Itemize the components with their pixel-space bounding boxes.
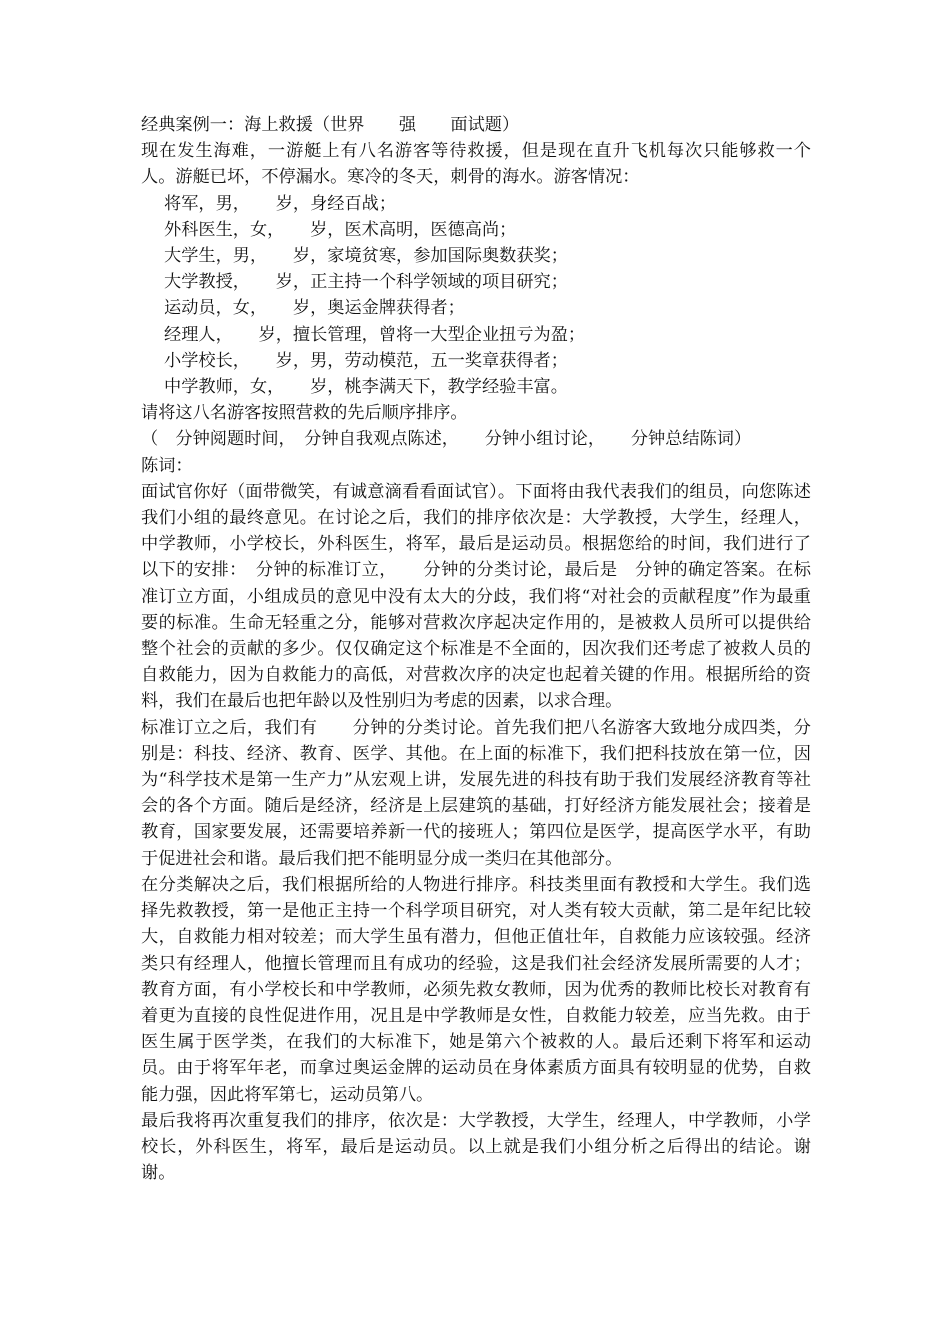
document-title: 经典案例一：海上救援（世界 强 面试题） [141,115,520,135]
document-body [141,112,811,1186]
statement-paragraph: 标准订立之后，我们有 分钟的分类讨论。首先我们把八名游客大致地分成四类，分别是：科技、经济、教育、医学、其他。在上面的标准下，我们把科技放在第一位，因为“科学技术是第一生产力”从宏观上讲，发展先进的科技有助于我们发展经济教育等社会的各个方面。随后是经济，经济是上层建筑的基础，打好经济方能发展社会；接着是教育，国家要发展，还需要培养新一代的接班人；第四位是医学，提高医学水平，有助于促进社会和谐。最后我们把不能明显分成一类归在其他部分。 [141,717,811,869]
intro-paragraph: 现在发生海难，一游艇上有八名游客等待救援，但是现在直升飞机每次只能够救一个人。游艇已坏，不停漏水。寒冷的冬天，刺骨的海水。游客情况： [141,141,811,188]
passenger-teacher: 中学教师，女， 岁，桃李满天下，教学经验丰富。 [164,377,568,398]
passenger-principal: 小学校长， 岁，男，劳动模范，五一奖章获得者； [164,350,568,371]
statement-paragraph: 在分类解决之后，我们根据所给的人物进行排序。科技类里面有教授和大学生。我们选择先救教授，第一是他正主持一个科学项目研究，对人类有较大贡献，第二是年纪比较大，自救能力相对较差；而大学生虽有潜力，但他正值壮年，自救能力应该较强。经济类只有经理人，他擅长管理而且有成功的经验，这是我们社会经济发展所需要的人才；教育方面，有小学校长和中学教师，必须先救女教师，因为优秀的教师比校长对教育有着更为直接的良性促进作用，况且是中学教师是女性，自救能力较差，应当先救。由于医生属于医学类，在我们的大标准下，她是第六个被救的人。最后还剩下将军和运动员。由于将军年老，而拿过奥运金牌的运动员在身体素质方面具有较明显的优势，自救能力强，因此将军第七，运动员第八。 [141,874,811,1105]
passenger-general: 将军，男， 岁，身经百战； [164,193,397,214]
passenger-surgeon: 外科医生，女， 岁，医术高明，医德高尚； [164,219,517,240]
passenger-manager: 经理人， 岁，擅长管理，曾将一大型企业扭亏为盈； [164,324,586,345]
passenger-student: 大学生，男， 岁，家境贫寒，参加国际奥数获奖； [164,246,568,267]
statement-label: 陈词： [141,455,193,476]
timing-line: （ 分钟阅题时间， 分钟自我观点陈述， 分钟小组讨论， 分钟总结陈词） [141,429,752,450]
question-line: 请将这八名游客按照营救的先后顺序排序。 [141,403,468,424]
statement-paragraph: 面试官你好（面带微笑，有诚意滴看看面试官）。下面将由我代表我们的组员，向您陈述我们小组的最终意见。在讨论之后，我们的排序依次是：大学教授，大学生，经理人，中学教师，小学校长，外科医生，将军，最后是运动员。根据您给的时间，我们进行了以下的安排： 分钟的标准订立， 分钟的分类讨论，最后是 分钟的确定答案。在标准订立方面，小组成员的意见中没有太大的分歧，我们将“对社会的贡献程度”作为最重要的标准。生命无轻重之分，能够对营救次序起决定作用的，是被救人员所可以提供给整个社会的贡献的多少。仅仅确定这个标准是不全面的，因次我们还考虑了被救人员的自救能力，因为自救能力的高低，对营救次序的决定也起着关键的作用。根据所给的资料，我们在最后也把年龄以及性别归为考虑的因素，以求合理。 [141,481,811,712]
passenger-athlete: 运动员，女， 岁，奥运金牌获得者； [164,298,465,319]
statement-paragraph: 最后我将再次重复我们的排序，依次是：大学教授，大学生，经理人，中学教师，小学校长，外科医生，将军，最后是运动员。以上就是我们小组分析之后得出的结论。谢谢。 [141,1110,811,1184]
passenger-professor: 大学教授， 岁，正主持一个科学领域的项目研究； [164,272,568,293]
